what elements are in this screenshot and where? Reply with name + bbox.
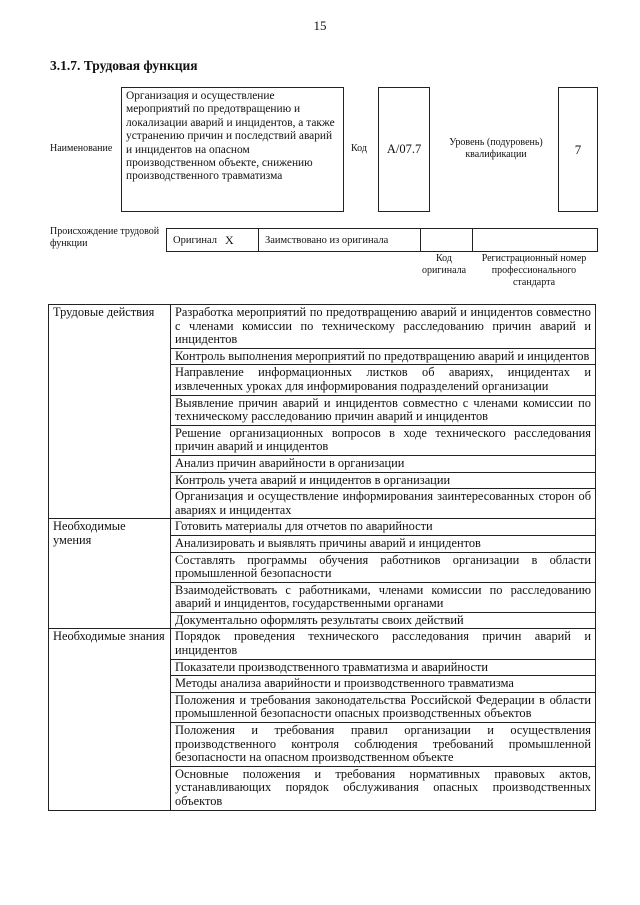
reg-number-label: Регистрационный номер профессионального стандарта	[481, 253, 587, 288]
table-row	[49, 305, 596, 349]
name-label: Наименование	[50, 143, 113, 154]
section-item: Организация и осуществление информирования заинтересованных сторон об авариях и инцидентах	[171, 489, 596, 519]
code-original-cell	[421, 229, 473, 251]
borrowed-label: Заимствовано из оригинала	[265, 234, 389, 246]
original-cell	[167, 229, 259, 251]
section-item: Порядок проведения технического расследования причин аварий и инцидентов	[171, 629, 596, 659]
page-number: 15	[313, 18, 327, 33]
origin-row	[166, 228, 598, 252]
section-item: Контроль выполнения мероприятий по предотвращению аварий и инцидентов	[171, 348, 596, 365]
reg-number-cell	[473, 229, 597, 251]
section-title: 3.1.7. Трудовая функция	[50, 58, 198, 73]
section-category: Трудовые действия	[49, 305, 171, 519]
table-row	[49, 629, 596, 659]
code-original-label: Код оригинала	[421, 253, 467, 276]
code-value-box: A/07.7	[378, 87, 430, 212]
section-item: Анализировать и выявлять причины аварий и инцидентов	[171, 535, 596, 552]
original-label: Оригинал	[173, 234, 217, 246]
section-item: Разработка мероприятий по предотвращению аварий и инцидентов совместно с членами комиссии по техническому расследованию причин аварий и инцидентов	[171, 305, 596, 349]
original-mark: X	[225, 232, 234, 247]
section-item: Методы анализа аварийности и производственного травматизма	[171, 676, 596, 693]
section-category: Необходимые умения	[49, 519, 171, 629]
level-value-box: 7	[558, 87, 598, 212]
section-item: Показатели производственного травматизма и аварийности	[171, 659, 596, 676]
section-item: Готовить материалы для отчетов по аварийности	[171, 519, 596, 536]
section-item: Документально оформлять результаты своих действий	[171, 612, 596, 629]
section-item: Составлять программы обучения работников организации в области промышленной безопасности	[171, 552, 596, 582]
section-item: Основные положения и требования нормативных правовых актов, устанавливающих порядок обслуживания опасных производственных объектов	[171, 766, 596, 810]
section-item: Положения и требования законодательства Российской Федерации в области промышленной безопасности опасных производственных объектов	[171, 692, 596, 722]
level-label: Уровень (подуровень) квалификации	[449, 137, 543, 160]
code-label: Код	[351, 143, 367, 154]
origin-label: Происхождение трудовой функции	[50, 226, 160, 249]
section-item: Анализ причин аварийности в организации	[171, 455, 596, 472]
section-item: Выявление причин аварий и инцидентов совместно с членами комиссии по техническому расследованию причин аварий и инцидентов	[171, 395, 596, 425]
section-category: Необходимые знания	[49, 629, 171, 810]
labor-function-table	[48, 304, 596, 811]
borrowed-cell	[259, 229, 421, 251]
function-name-box: Организация и осуществление мероприятий по предотвращению и локализации аварий и инцидентов, а также устранению причин и последствий аварий и инцидентов на опасном производственном объекте, снижению производственного травматизма	[121, 87, 344, 212]
section-item: Решение организационных вопросов в ходе технического расследования причин аварий и инцидентов	[171, 425, 596, 455]
section-item: Направление информационных листков об авариях, инцидентах и извлеченных уроках для информирования подразделений организации	[171, 365, 596, 395]
section-item: Взаимодействовать с работниками, членами комиссии по расследованию аварий и инцидентов, государственными органами	[171, 582, 596, 612]
section-item: Положения и требования правил организации и осуществления производственного контроля соблюдения требований промышленной безопасности на опасном производственном объекте	[171, 723, 596, 767]
section-item: Контроль учета аварий и инцидентов в организации	[171, 472, 596, 489]
table-row	[49, 519, 596, 536]
